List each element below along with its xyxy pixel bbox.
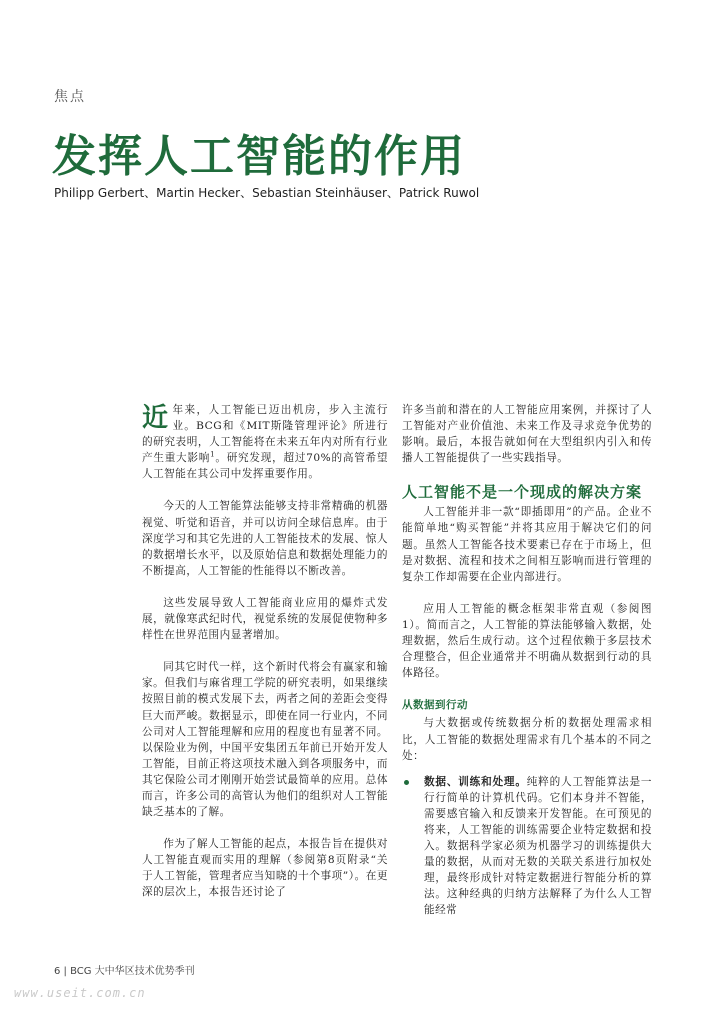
page-title: 发挥人工智能的作用 (52, 131, 466, 182)
paragraph-explosion: 这些发展导致人工智能商业应用的爆炸式发展，就像寒武纪时代，视觉系统的发展促使物种多样性在世界范围内显著增加。 (142, 596, 388, 642)
intro-text-end: 。研究发现，超过70%的高管希望人工智能在其公司中发挥重要作用。 (142, 452, 388, 481)
right-column (402, 402, 652, 919)
paragraph-continuation: 许多当前和潜在的人工智能应用案例，并探讨了人工智能对产业价值池、未来工作及寻求竞争优势的影响。最后，本报告就如何在大型组织内引入和传播人工智能提供了一些实践指导。 (402, 404, 652, 465)
paragraph-report-purpose: 作为了解人工智能的起点，本报告旨在提供对人工智能直观而实用的理解（参阅第8页附录“关于人工智能，管理者应当知晓的十个事项”）。在更深的层次上，本报告还讨论了 (142, 838, 388, 899)
bullet-lead: 数据、训练和处理。 (424, 775, 527, 788)
footnote-ref: 1 (210, 450, 216, 459)
paragraph-not-plug-and-play: 人工智能并非一款“即插即用”的产品。企业不能简单地“购买智能”并将其应用于解决它们的问题。虽然人工智能各技术要素已存在于市场上，但是对数据、流程和技术之间相互影响而进行管理的复杂工作却需要在企业内部进行。 (402, 506, 652, 583)
intro-text: 年来，人工智能已迈出机房，步入主流行业。BCG和《MIT斯隆管理评论》所进行的研究表明，人工智能将在未来五年内对所有行业产生重大影响 (142, 404, 388, 465)
authors-line: Philipp Gerbert、Martin Hecker、Sebastian Steinhäuser、Patrick Ruwol (54, 186, 480, 200)
left-column (142, 402, 388, 917)
paragraph-differences: 与大数据或传统数据分析的数据处理需求相比，人工智能的数据处理需求有几个基本的不同之处： (402, 717, 652, 762)
bullet-dot-icon (404, 780, 409, 785)
bullet-item (402, 774, 652, 919)
paragraph-winners-losers: 同其它时代一样，这个新时代将会有赢家和输家。但我们与麻省理工学院的研究表明，如果继续按照目前的模式发展下去，两者之间的差距会变得巨大而严峻。数据显示，即使在同一行业内，不同公司对人工智能理解和应用的程度也有显著不同。以保险业为例，中国平安集团五年前已开始开发人工智能，目前正将这项技术融入到各项服务中，而其它保险公司才刚刚开始尝试最简单的应用。总体而言，许多公司的高管认为他们的组织对人工智能缺乏基本的了解。 (142, 661, 388, 819)
watermark: www.useit.com.cn (14, 986, 146, 1000)
dropcap: 近 (142, 403, 169, 433)
intro-paragraph (142, 402, 388, 482)
subsection-heading: 从数据到行动 (402, 699, 468, 712)
section-kicker: 焦点 (54, 89, 86, 105)
bullet-text: 纯粹的人工智能算法是一行行简单的计算机代码。它们本身并不智能，需要感官输入和反馈来开发智能。在可预见的将来，人工智能的训练需要企业特定数据和投入。数据科学家必须为机器学习的训练提供大量的数据，从而对无数的关联关系进行加权处理，最终形成针对特定数据进行智能分析的算法。这种经典的归纳方法解释了为什么人工智能经常 (424, 775, 653, 917)
page-footer: 6 | BCG 大中华区技术优势季刊 (54, 966, 195, 977)
paragraph-algorithms: 今天的人工智能算法能够支持非常精确的机器视觉、听觉和语音，并可以访问全球信息库。由于深度学习和其它先进的人工智能技术的发展、惊人的数据增长水平，以及原始信息和数据处理能力的不断提高，人工智能的性能得以不断改善。 (142, 500, 388, 577)
paragraph-framework: 应用人工智能的概念框架非常直观（参阅图1）。简而言之，人工智能的算法能够输入数据，处理数据，然后生成行动。这个过程依赖于多层技术合理整合，但企业通常并不明确从数据到行动的具体路径。 (402, 602, 652, 680)
section-heading: 人工智能不是一个现成的解决方案 (402, 483, 643, 502)
